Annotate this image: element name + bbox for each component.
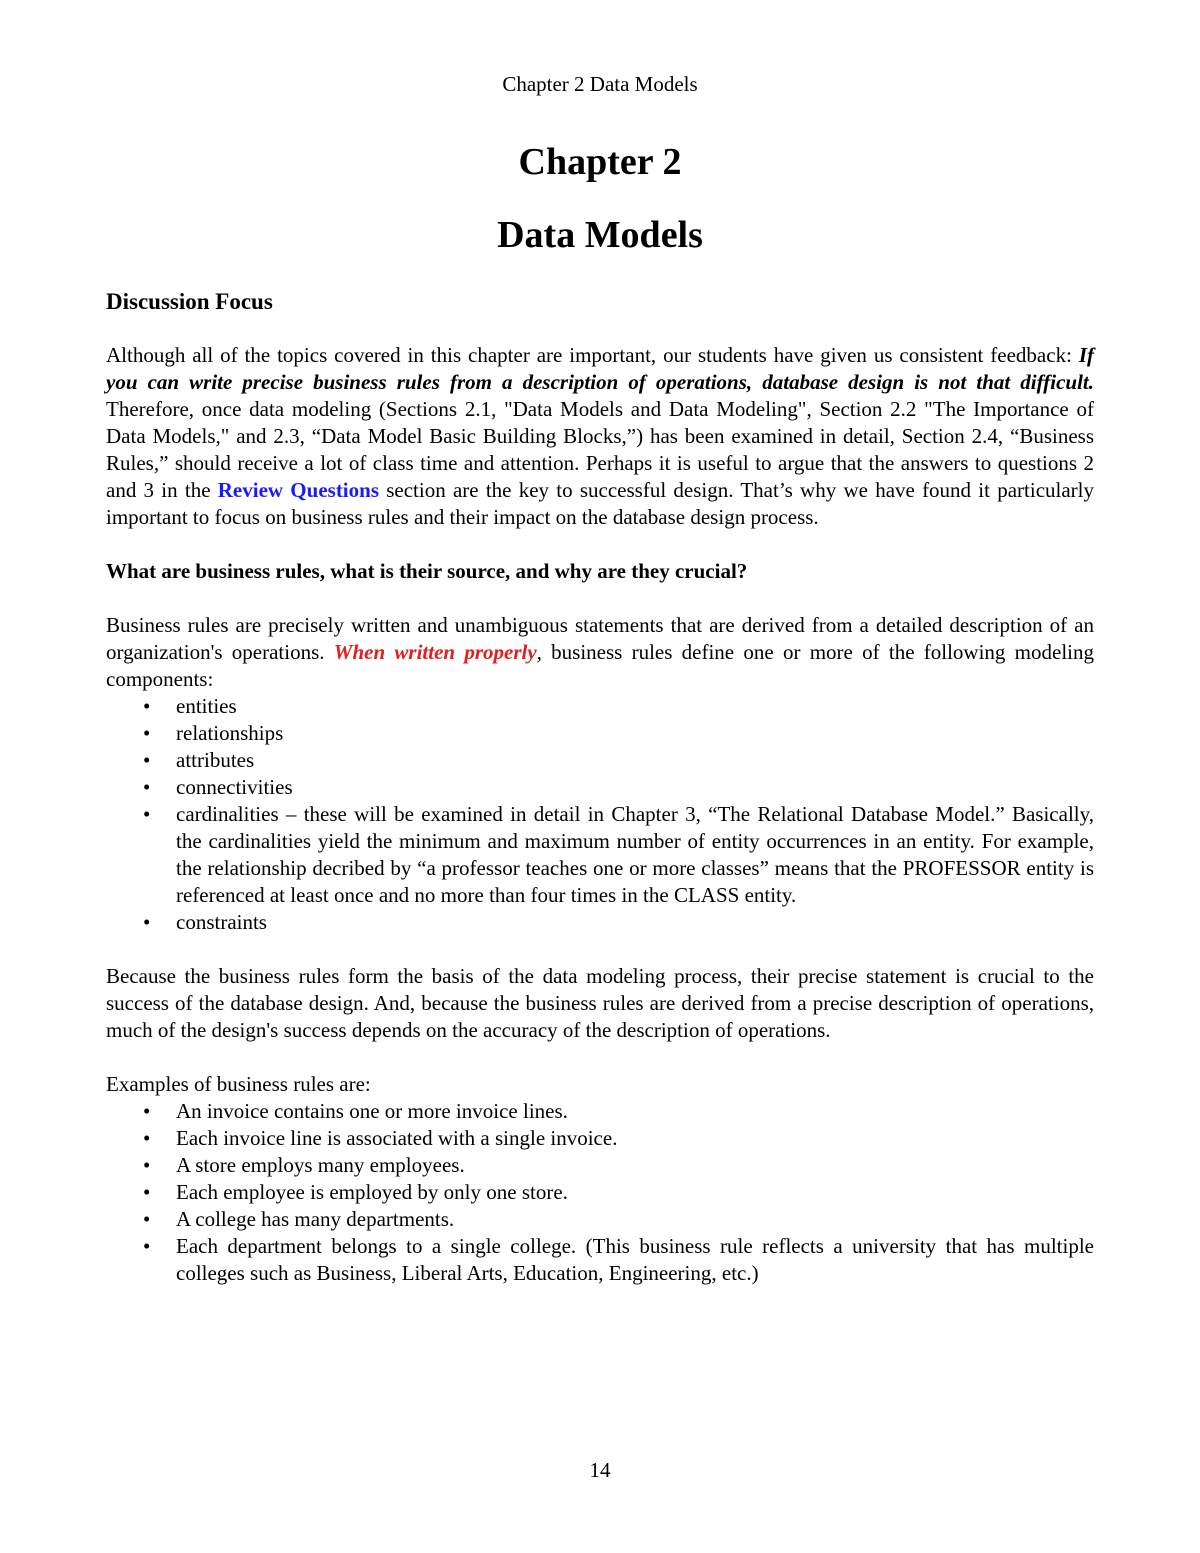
intro-text-2: , business rules define one or more of the following modeling components: xyxy=(106,640,1095,691)
list-item xyxy=(106,1125,1094,1152)
examples-list xyxy=(106,1098,1094,1287)
list-item xyxy=(106,747,1094,774)
bullet-icon: • xyxy=(143,1099,151,1123)
discussion-emphasis: If you can write precise business rules from a description of operations, database design is not that difficult. xyxy=(106,343,1094,394)
list-item-text: constraints xyxy=(176,910,267,934)
chapter-subtitle: Data Models xyxy=(497,214,703,256)
list-item xyxy=(106,909,1094,936)
examples-intro: Examples of business rules are: xyxy=(106,1072,371,1096)
list-item-text: Each employee is employed by only one store. xyxy=(176,1180,568,1204)
list-item xyxy=(106,1152,1094,1179)
review-questions-link[interactable]: Review Questions xyxy=(217,478,379,502)
list-item xyxy=(106,1098,1094,1125)
list-item-text: cardinalities – these will be examined in detail in Chapter 3, “The Relational Database Model.” Basically, the cardinalities yield the minimum and maximum number of entity occurrences in an entity. For example, the relationship decribed by “a professor teaches one or more classes” means that the PROFESSOR entity is referenced at least once and no more than four times in the CLASS entity. xyxy=(176,802,1094,907)
list-item-text: relationships xyxy=(176,721,284,745)
intro-text-1: Business rules are precisely written and unambiguous statements that are derived from a detailed description of an organization's operations. xyxy=(106,613,1094,664)
chapter-title: Chapter 2 xyxy=(518,141,682,183)
bullet-icon: • xyxy=(143,1207,151,1231)
discussion-focus-heading: Discussion Focus xyxy=(106,289,273,314)
modeling-components-list xyxy=(106,693,1094,936)
list-item xyxy=(106,1179,1094,1206)
bullet-icon: • xyxy=(143,748,151,772)
bullet-icon: • xyxy=(143,721,151,745)
page-number: 14 xyxy=(589,1458,611,1482)
bullet-icon: • xyxy=(143,910,151,934)
discussion-text-2: Therefore, once data modeling (Sections 2.1, "Data Models and Data Modeling", Section 2.2 "The Importance of Data Models," and 2.3, “Data Model Basic Building Blocks,”) has been examined in detail, Section 2.4, “Business Rules,” should receive a lot of class time and attention. Perhaps it is useful to argue that the answers to questions 2 and 3 in the xyxy=(106,397,1094,502)
list-item xyxy=(106,1206,1094,1233)
when-written-properly-emphasis: When written properly xyxy=(333,640,537,664)
running-header: Chapter 2 Data Models xyxy=(502,72,698,96)
page-body xyxy=(106,287,1094,1287)
list-item-text: Each invoice line is associated with a single invoice. xyxy=(176,1126,618,1150)
business-rules-question: What are business rules, what is their source, and why are they crucial? xyxy=(106,559,748,583)
list-item xyxy=(106,801,1094,909)
list-item xyxy=(106,693,1094,720)
list-item-text: Each department belongs to a single college. (This business rule reflects a university that has multiple colleges such as Business, Liberal Arts, Education, Engineering, etc.) xyxy=(176,1234,1094,1285)
bullet-icon: • xyxy=(143,775,151,799)
list-item-text: A college has many departments. xyxy=(176,1207,455,1231)
because-paragraph: Because the business rules form the basis of the data modeling process, their precise statement is crucial to the success of the database design. And, because the business rules are derived from a precise description of operations, much of the design's success depends on the accuracy of the description of operations. xyxy=(106,964,1094,1042)
bullet-icon: • xyxy=(143,1180,151,1204)
bullet-icon: • xyxy=(143,1153,151,1177)
bullet-icon: • xyxy=(143,1126,151,1150)
bullet-icon: • xyxy=(143,1234,151,1258)
list-item-text: connectivities xyxy=(176,775,293,799)
discussion-text-1: Although all of the topics covered in this chapter are important, our students have given us consistent feedback: xyxy=(106,343,1079,367)
list-item-text: entities xyxy=(176,694,237,718)
list-item-text: An invoice contains one or more invoice lines. xyxy=(176,1099,568,1123)
discussion-paragraph xyxy=(106,342,1094,531)
bullet-icon: • xyxy=(143,802,151,826)
list-item xyxy=(106,774,1094,801)
bullet-icon: • xyxy=(143,694,151,718)
list-item xyxy=(106,1233,1094,1287)
list-item-text: attributes xyxy=(176,748,255,772)
list-item xyxy=(106,720,1094,747)
list-item-text: A store employs many employees. xyxy=(176,1153,465,1177)
discussion-text-3: section are the key to successful design. That’s why we have found it particularly important to focus on business rules and their impact on the database design process. xyxy=(106,478,1094,529)
business-rules-intro xyxy=(106,612,1094,693)
